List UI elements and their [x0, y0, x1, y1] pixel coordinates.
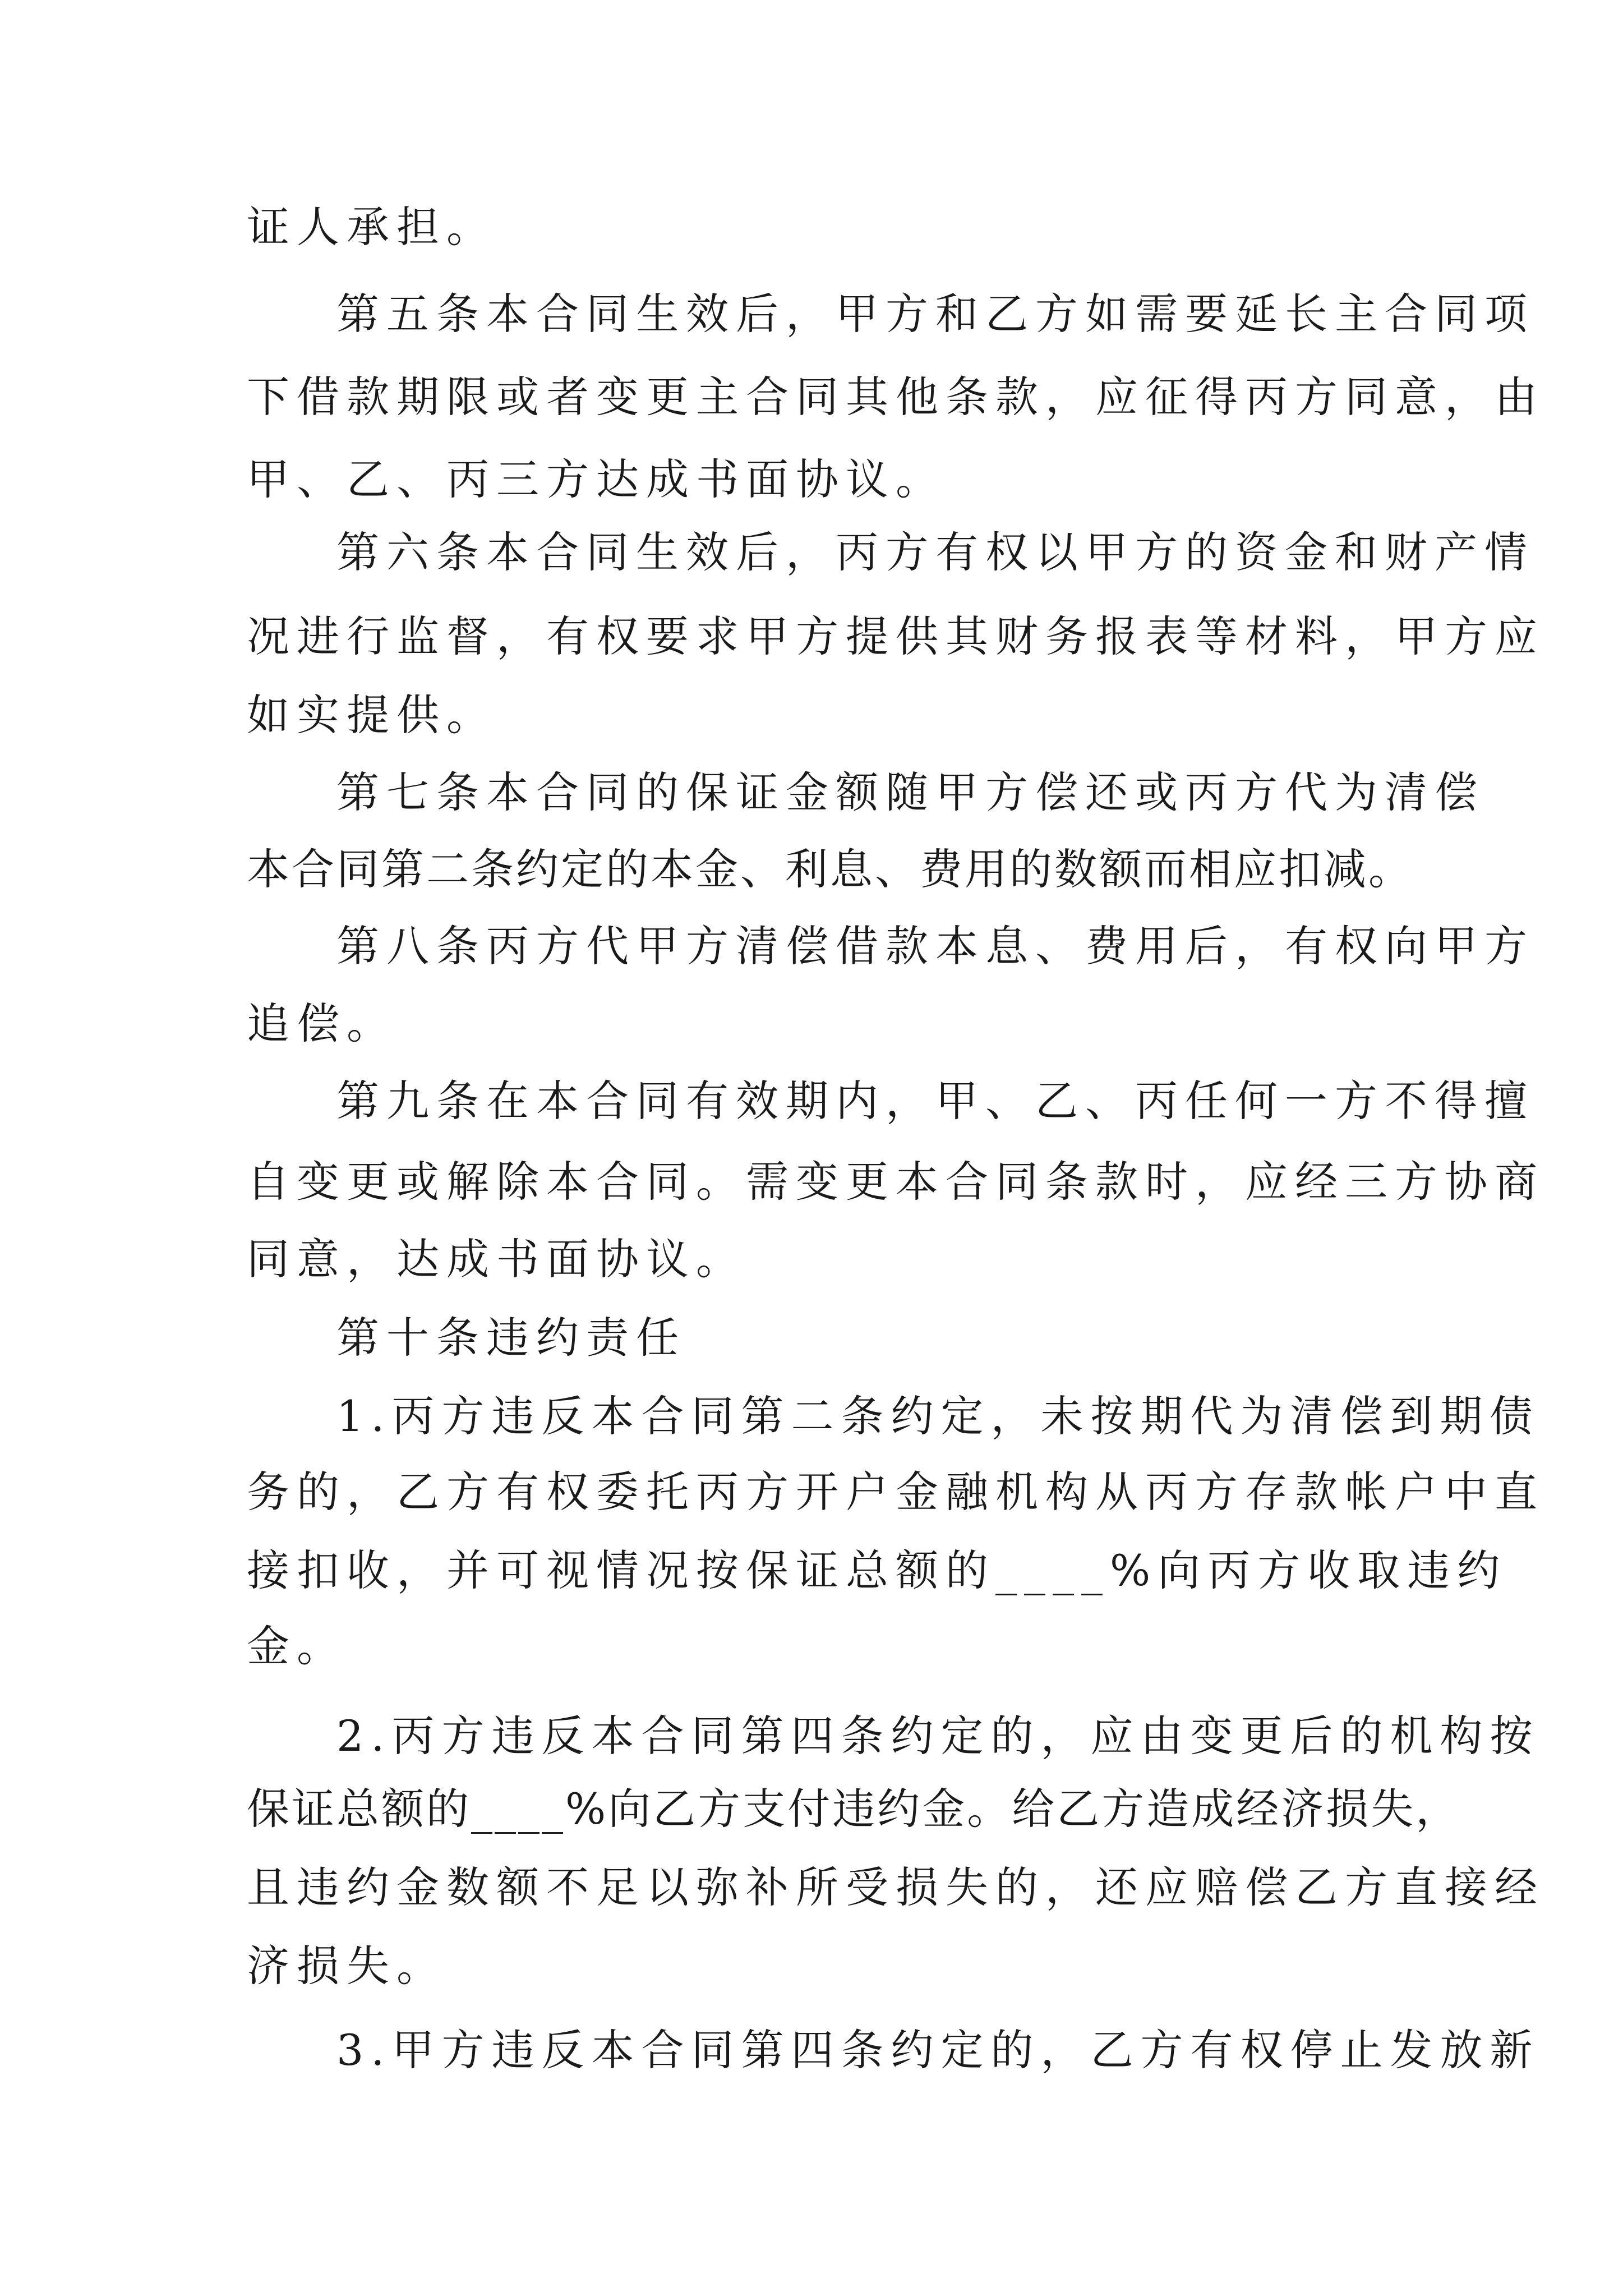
text-line: 且违约金数额不足以弥补所受损失的，还应赔偿乙方直接经: [247, 1862, 1544, 1912]
text-line: 接扣收，并可视情况按保证总额的____%向丙方收取违约: [247, 1545, 1507, 1595]
text-line: 追偿。: [247, 999, 396, 1048]
text-line: 第五条本合同生效后，甲方和乙方如需要延长主合同项: [336, 289, 1534, 339]
text-line: 2.丙方违反本合同第四条约定的，应由变更后的机构按: [336, 1711, 1540, 1761]
text-line: 自变更或解除本合同。需变更本合同条款时，应经三方协商: [247, 1157, 1544, 1207]
text-line: 第八条丙方代甲方清偿借款本息、费用后，有权向甲方: [336, 921, 1534, 971]
text-line: 3.甲方违反本合同第四条约定的，乙方有权停止发放新: [336, 2025, 1540, 2075]
text-line: 保证总额的____%向乙方支付违约金。给乙方造成经济损失，: [247, 1784, 1461, 1834]
text-line: 证人承担。: [247, 202, 496, 252]
text-line: 第六条本合同生效后，丙方有权以甲方的资金和财产情: [336, 527, 1534, 577]
text-line: 济损失。: [247, 1941, 446, 1991]
text-line: 第九条在本合同有效期内，甲、乙、丙任何一方不得擅: [336, 1076, 1534, 1126]
text-line: 甲、乙、丙三方达成书面协议。: [247, 454, 946, 504]
text-line: 务的，乙方有权委托丙方开户金融机构从丙方存款帐户中直: [247, 1467, 1544, 1517]
text-line: 第十条违约责任: [336, 1313, 686, 1363]
text-line: 如实提供。: [247, 690, 496, 740]
text-line: 第七条本合同的保证金额随甲方偿还或丙方代为清偿: [336, 767, 1484, 817]
text-line: 本合同第二条约定的本金、利息、费用的数额而相应扣减。: [247, 844, 1413, 894]
text-line: 下借款期限或者变更主合同其他条款，应征得丙方同意，由: [247, 372, 1544, 422]
text-line: 同意，达成书面协议。: [247, 1234, 746, 1284]
text-line: 况进行监督，有权要求甲方提供其财务报表等材料，甲方应: [247, 611, 1544, 661]
text-line: 1.丙方违反本合同第二条约定，未按期代为清偿到期债: [336, 1391, 1540, 1441]
text-line: 金。: [247, 1621, 347, 1671]
